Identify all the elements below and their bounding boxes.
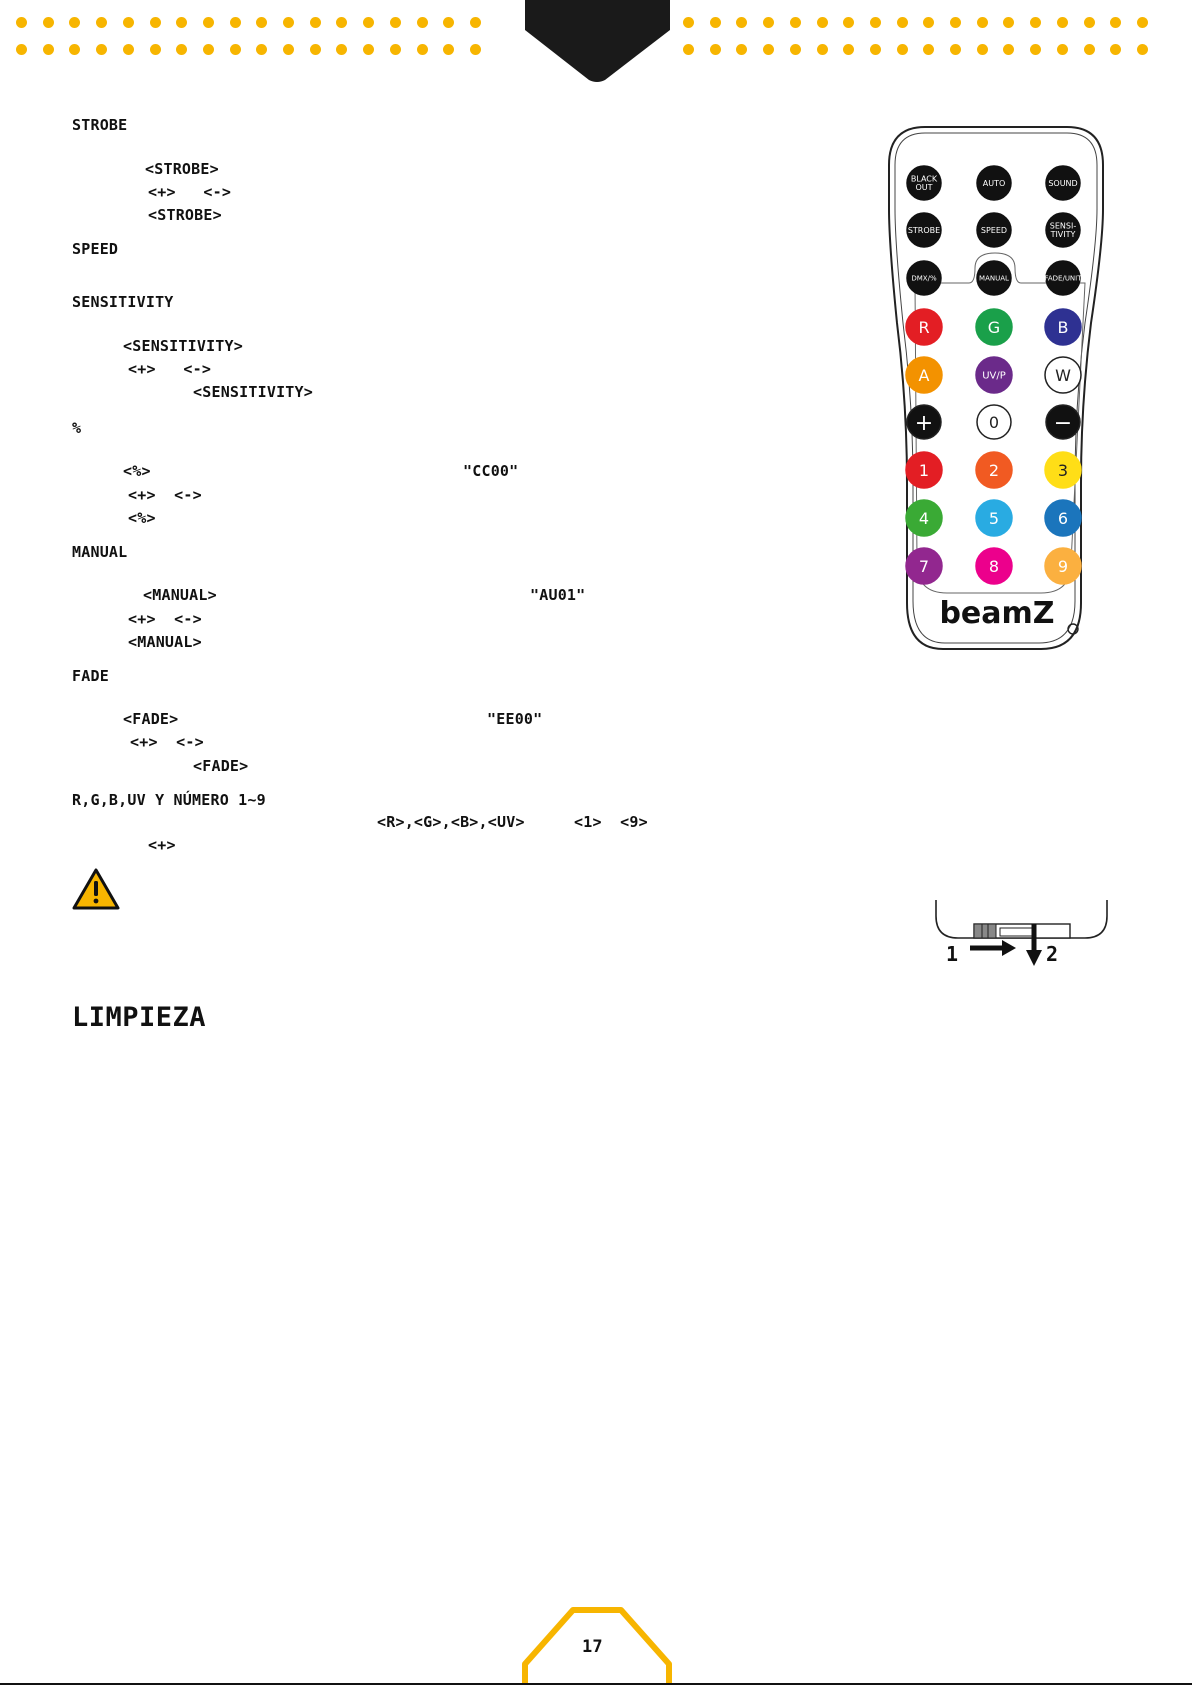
header-dot <box>1137 44 1148 55</box>
sensitivity-heading: SENSITIVITY <box>72 293 174 311</box>
header-dot <box>390 17 401 28</box>
remote-number-button-label: 8 <box>988 556 1000 576</box>
strobe-line-3: <STROBE> <box>148 206 222 224</box>
header-dot <box>763 17 774 28</box>
header-dot <box>1137 17 1148 28</box>
sensitivity-line-2: <+> <-> <box>128 360 212 378</box>
remote-button-label: AUTO <box>982 178 1006 188</box>
header-dot <box>1030 17 1041 28</box>
percent-code: "CC00" <box>463 462 519 480</box>
strobe-line-2: <+> <-> <box>148 183 232 201</box>
header-dot <box>736 17 747 28</box>
header-dot <box>1110 17 1121 28</box>
remote-number-button-label: 6 <box>1057 508 1069 528</box>
strobe-heading: STROBE <box>72 116 128 134</box>
warning-icon <box>71 867 121 911</box>
manual-heading: MANUAL <box>72 543 128 561</box>
rgb-plus: <+> <box>148 836 176 854</box>
header-dot <box>1057 44 1068 55</box>
remote-number-button-label: 2 <box>988 460 1000 480</box>
rgb-number-range: <1> <9> <box>574 813 648 831</box>
header-dot <box>870 44 881 55</box>
remote-color-button-label: G <box>987 317 1001 337</box>
remote-button-label: SPEED <box>980 225 1008 235</box>
header-dot <box>43 17 54 28</box>
header-dot <box>203 17 214 28</box>
remote-button-label: STROBE <box>907 225 941 235</box>
header-dot <box>363 44 374 55</box>
header-dot <box>923 17 934 28</box>
header-dot <box>443 17 454 28</box>
header-dot <box>950 17 961 28</box>
header-dot <box>470 17 481 28</box>
fade-heading: FADE <box>72 667 109 685</box>
header-dot <box>977 17 988 28</box>
header-dot <box>69 44 80 55</box>
header-dot <box>683 17 694 28</box>
header-dot <box>96 17 107 28</box>
percent-line-1: <%> <box>123 462 151 480</box>
remote-number-button-label: 3 <box>1057 460 1069 480</box>
header-dot <box>843 44 854 55</box>
header-tab <box>525 0 670 82</box>
header-dot <box>417 17 428 28</box>
header-dot <box>1003 44 1014 55</box>
header-dot <box>1084 17 1095 28</box>
percent-line-3: <%> <box>128 509 156 527</box>
header-dot <box>310 17 321 28</box>
header-dot <box>176 17 187 28</box>
remote-color-button-label: A <box>918 365 930 385</box>
battery-step-2: 2 <box>1046 942 1059 966</box>
header-dot <box>817 17 828 28</box>
remote-button-label: BLACK <box>910 174 938 184</box>
header-dot <box>1110 44 1121 55</box>
header-dot <box>336 44 347 55</box>
header-dot <box>150 44 161 55</box>
header-dot <box>817 44 828 55</box>
header-dot <box>256 17 267 28</box>
remote-color-button-label: B <box>1057 317 1069 337</box>
remote-number-button-label: 1 <box>918 460 930 480</box>
header-dot <box>790 17 801 28</box>
remote-button-label: + <box>914 410 934 436</box>
manual-line-1: <MANUAL> <box>143 586 217 604</box>
header-dot <box>897 44 908 55</box>
manual-line-3: <MANUAL> <box>128 633 202 651</box>
header-dot <box>1057 17 1068 28</box>
header-dot <box>736 44 747 55</box>
battery-step-1: 1 <box>946 942 959 966</box>
cleaning-heading: LIMPIEZA <box>72 1002 207 1033</box>
header-dot <box>1084 44 1095 55</box>
remote-button-label: SOUND <box>1048 178 1078 188</box>
strobe-line-1: <STROBE> <box>145 160 219 178</box>
remote-number-button-label: 9 <box>1057 556 1069 576</box>
header-dot <box>310 44 321 55</box>
header-dot <box>16 17 27 28</box>
speed-heading: SPEED <box>72 240 119 258</box>
header-dot <box>390 44 401 55</box>
fade-line-2: <+> <-> <box>130 733 204 751</box>
remote-number-button-label: 5 <box>988 508 1000 528</box>
header-dot <box>710 17 721 28</box>
remote-color-button-label: W <box>1055 365 1071 385</box>
header-dot <box>150 17 161 28</box>
header-dot <box>43 44 54 55</box>
header-dot <box>977 44 988 55</box>
remote-button-label: DMX/% <box>911 274 937 283</box>
header-dot <box>230 17 241 28</box>
remote-button-label: SENSI- <box>1049 221 1077 231</box>
remote-control-image <box>885 123 1107 653</box>
remote-button-label: TIVITY <box>1050 230 1076 240</box>
header-dot <box>683 44 694 55</box>
header-dot <box>69 17 80 28</box>
header-dot <box>256 44 267 55</box>
page-number: 17 <box>582 1637 603 1657</box>
battery-diagram <box>930 898 1115 968</box>
header-dot <box>96 44 107 55</box>
header-dot <box>790 44 801 55</box>
remote-number-button-label: 4 <box>918 508 930 528</box>
header-dot <box>16 44 27 55</box>
header-dot <box>843 17 854 28</box>
header-dot <box>123 44 134 55</box>
header-dot <box>1003 17 1014 28</box>
header-dot <box>283 44 294 55</box>
fade-line-1: <FADE> <box>123 710 179 728</box>
remote-color-button-label: UV/P <box>982 370 1006 382</box>
percent-line-2: <+> <-> <box>128 486 202 504</box>
header-dot <box>470 44 481 55</box>
header-dot <box>176 44 187 55</box>
sensitivity-line-3: <SENSITIVITY> <box>193 383 313 401</box>
header-dot <box>123 17 134 28</box>
header-dot <box>336 17 347 28</box>
remote-button-label: 0 <box>988 412 1000 432</box>
manual-line-2: <+> <-> <box>128 610 202 628</box>
fade-code: "EE00" <box>487 710 543 728</box>
remote-button-label: MANUAL <box>979 274 1009 283</box>
manual-code: "AU01" <box>530 586 586 604</box>
header-dot <box>443 44 454 55</box>
header-dot <box>763 44 774 55</box>
remote-button-label: FADE/UNIT <box>1044 274 1082 283</box>
header-dot <box>283 17 294 28</box>
header-dot <box>363 17 374 28</box>
header-dot <box>710 44 721 55</box>
remote-number-button-label: 7 <box>918 556 930 576</box>
rgb-buttons: <R>,<G>,<B>,<UV> <box>377 813 525 831</box>
header-dot <box>870 17 881 28</box>
header-dot <box>1030 44 1041 55</box>
percent-heading: % <box>72 419 82 437</box>
header-dot <box>203 44 214 55</box>
header-dot <box>923 44 934 55</box>
remote-color-button-label: R <box>918 317 930 337</box>
fade-line-3: <FADE> <box>193 757 249 775</box>
remote-button-label: OUT <box>915 183 933 193</box>
remote-brand-logo: beamZ <box>939 596 1055 631</box>
header-dot <box>950 44 961 55</box>
header-dot <box>230 44 241 55</box>
header-dot <box>417 44 428 55</box>
remote-button-label: − <box>1053 410 1073 436</box>
header-dot <box>897 17 908 28</box>
sensitivity-line-1: <SENSITIVITY> <box>123 337 243 355</box>
rgb-heading: R,G,B,UV Y NÚMERO 1~9 <box>72 791 266 809</box>
